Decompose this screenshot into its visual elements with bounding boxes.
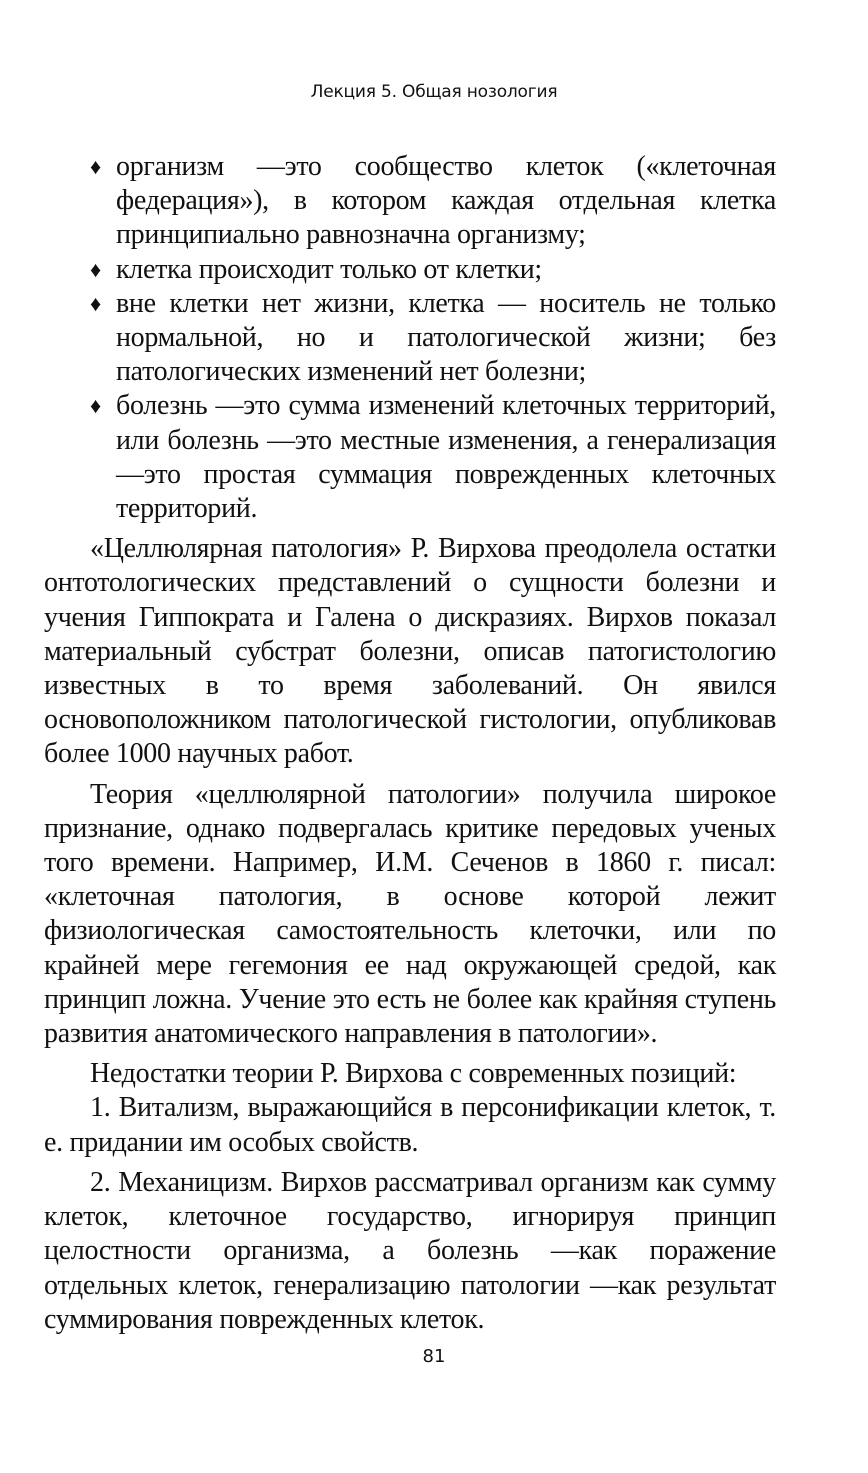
- page-number: 81: [422, 1346, 446, 1367]
- paragraph-cellular-pathology: «Целлюлярная патология» Р. Вирхова преодолела остатки онтотологических представлений о сущности болезни и учения Гиппократа и Галена о дискразиях. Вирхов показал материальный субстрат болезни, описав патогистологию известных в то время заболеваний. Он явился основоположником патологической гистологии, опубликовав более 1000 научных работ.: [44, 533, 776, 770]
- diamond-bullet-icon: ♦: [90, 290, 101, 316]
- diamond-bullet-icon: ♦: [90, 256, 101, 282]
- running-header: Лекция 5. Общая нозология: [310, 82, 558, 102]
- bullet-text: организм —это сообщество клеток («клеточная федерация»), в котором каждая отдельная клетка принципиально равнозначна организму;: [116, 151, 776, 251]
- bullet-text: вне клетки нет жизни, клетка — носитель не только нормальной, но и патологической жизни; без патологических изменений нет болезни;: [116, 287, 776, 388]
- bullet-list: [44, 150, 776, 526]
- bullet-item: [44, 253, 776, 287]
- bullet-item: [44, 150, 776, 253]
- bullet-item: [44, 389, 776, 526]
- bullet-text: клетка происходит только от клетки;: [116, 253, 542, 285]
- paragraph-shortcomings-intro: Недостатки теории Р. Вирхова с современных позиций:: [90, 1058, 737, 1090]
- page-body: [44, 150, 776, 1337]
- paragraph-vitalism: 1. Витализм, выражающийся в персонификации клеток, т. е. придании им особых свойств.: [44, 1092, 776, 1158]
- paragraph-mechanicism: 2. Механицизм. Вирхов рассматривал организм как сумму клеток, клеточное государство, игнорируя принцип целостности организма, а болезнь —как поражение отдельных клеток, генерализацию патологии —как результат суммирования поврежденных клеток.: [44, 1166, 776, 1335]
- diamond-bullet-icon: ♦: [90, 393, 101, 419]
- bullet-text: болезнь —это сумма изменений клеточных территорий, или болезнь —это местные изменения, а генерализация —это простая суммация поврежденных клеточных территорий.: [116, 390, 776, 525]
- paragraph-criticism: Теория «целлюлярной патологии» получила широкое признание, однако подвергалась критике передовых ученых того времени. Например, И.М. Сеченов в 1860 г. писал: «клеточная патология, в основе которой лежит физиологическая самостоятельность клеточки, или по крайней мере гегемония ее над окружающей средой, как принцип ложна. Учение это есть не более как крайняя ступень развития анатомического направления в патологии».: [44, 778, 776, 1050]
- bullet-item: [44, 287, 776, 390]
- diamond-bullet-icon: ♦: [90, 154, 101, 179]
